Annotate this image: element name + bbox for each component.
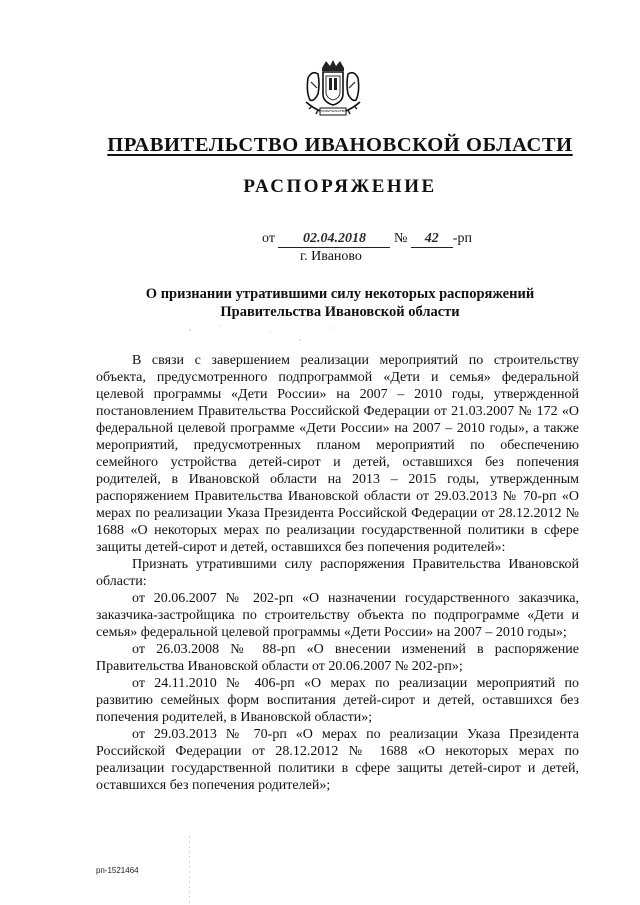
handwritten-number: 42 xyxy=(411,231,453,248)
document-date-number-line xyxy=(262,231,472,248)
body-paragraph: от 26.03.2008 № 88-рп «О внесении изменений в распоряжение Правительства Ивановской области от 20.06.2007 № 202-рп»; xyxy=(96,642,579,674)
page-fold-line xyxy=(188,836,191,905)
body-paragraph: от 29.03.2013 № 70-рп «О мерах по реализации Указа Президента Российской Федерации от 28.12.2012 № 1688 «О некоторых мерах по реализации государственной политики в сфере защиты детей-сирот и детей, оставшихся без попечения родителей»; xyxy=(96,727,579,793)
organization-title: ПРАВИТЕЛЬСТВО ИВАНОВСКОЙ ОБЛАСТИ xyxy=(107,134,573,156)
number-suffix: -рп xyxy=(452,231,472,246)
document-body xyxy=(96,352,579,794)
date-prefix: от xyxy=(262,231,275,246)
document-subject xyxy=(70,285,610,321)
subject-line-2: Правительства Ивановской области xyxy=(220,304,460,320)
handwritten-date: 02.04.2018 xyxy=(278,231,390,248)
body-paragraph: от 20.06.2007 № 202-рп «О назначении государственного заказчика, заказчика-застройщика по строительству объекта по подпрограмме «Дети и семья» федеральной целевой программы «Дети России» на 2007 – 2010 годы»; xyxy=(96,591,579,640)
document-type-title: РАСПОРЯЖЕНИЕ xyxy=(243,176,437,197)
number-prefix: № xyxy=(393,231,408,246)
body-paragraph: от 24.11.2010 № 406-рп «О мерах по реализации мероприятий по развитию семейных форм воспитания детей-сирот и детей, оставшихся без попечения родителей, в Ивановской области»; xyxy=(96,676,579,725)
coat-of-arms-ribbon-text: ПРАВИТЕЛЬСТВО xyxy=(320,109,346,113)
subject-line-1: О признании утратившими силу некоторых распоряжений xyxy=(145,286,535,302)
city-line: г. Иваново xyxy=(300,249,362,264)
document-code: рп-1521464 xyxy=(96,866,139,875)
body-paragraph: В связи с завершением реализации мероприятий по строительству объекта, предусмотренного подпрограммой «Дети и семья» федеральной целевой программы «Дети России» на 2007 – 2010 годы, утвержденной постановлением Правительства Российской Федерации от 21.03.2007 № 172 «О федеральной целевой программе «Дети России» на 2007 – 2010 годы», а также мероприятий, предусмотренных планом мероприятий по обеспечению семейного устройства детей-сирот и детей, оставшихся без попечения родителей, в Ивановской области на 2013 – 2015 годы, утвержденным распоряжением Правительства Ивановской области от 29.03.2013 № 70-рп «О мерах по реализации Указа Президента Российской Федерации от 28.12.2012 № 1688 «О некоторых мерах по реализации государственной политики в сфере защиты детей-сирот и детей, оставшихся без попечения родителей»: xyxy=(96,353,579,555)
scan-specks xyxy=(180,320,380,350)
body-paragraph: Признать утратившими силу распоряжения Правительства Ивановской области: xyxy=(96,557,579,589)
